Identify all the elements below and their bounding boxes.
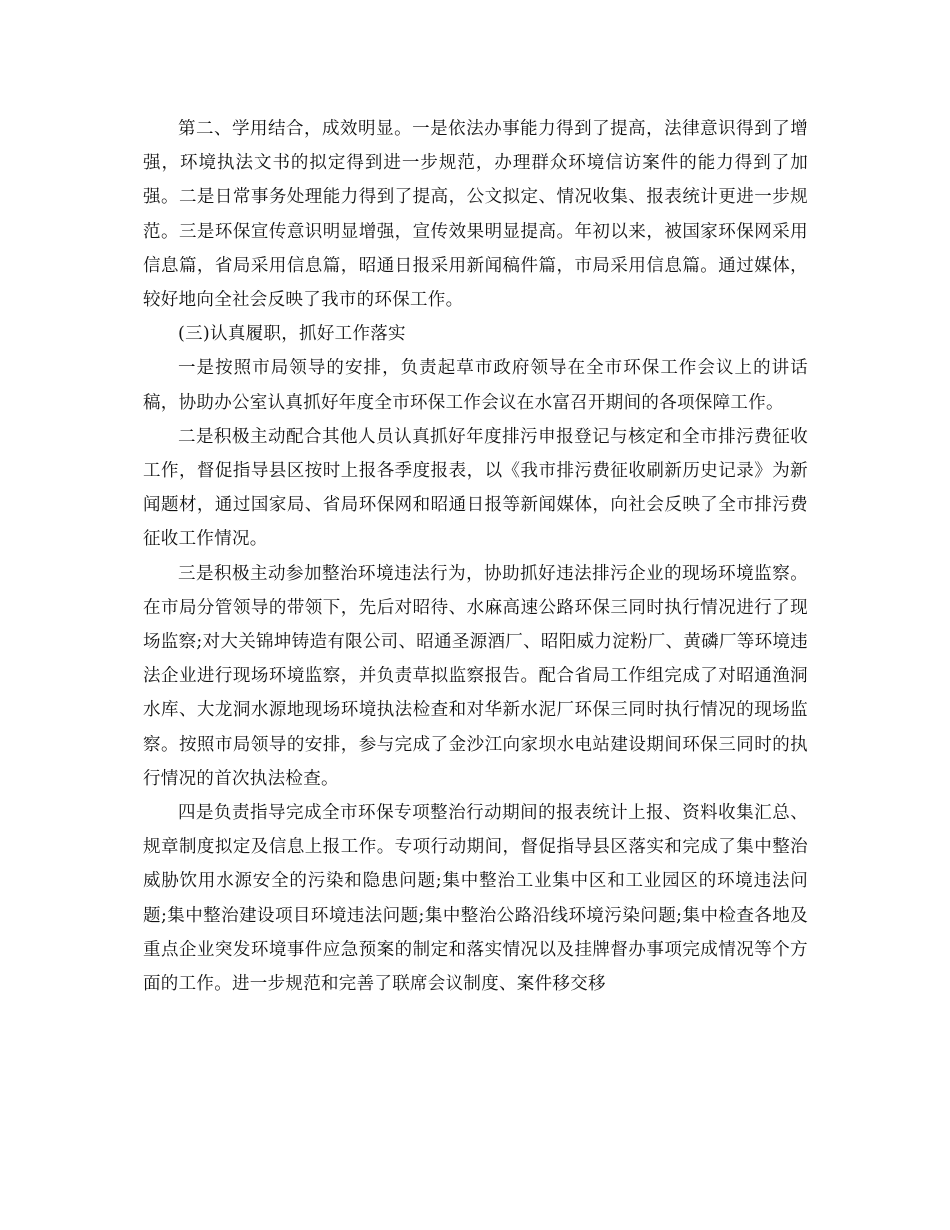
document-body	[143, 112, 808, 1001]
paragraph-pollution-fee: 二是积极主动配合其他人员认真抓好年度排污申报登记与核定和全市排污费征收工作，督促指导县区按时上报各季度报表，以《我市排污费征收刷新历史记录》为新闻题材，通过国家局、省局环保网和昭通日报等新闻媒体，向社会反映了全市排污费征收工作情况。	[143, 426, 808, 550]
paragraph-enforcement: 三是积极主动参加整治环境违法行为，协助抓好违法排污企业的现场环境监察。在市局分管领导的带领下，先后对昭待、水麻高速公路环保三同时执行情况进行了现场监察;对大关锦坤铸造有限公司、昭通圣源酒厂、昭阳威力淀粉厂、黄磷厂等环境违法企业进行现场环境监察，并负责草拟监察报告。配合省局工作组完成了对昭通渔洞水库、大龙洞水源地现场环境执法检查和对华新水泥厂环保三同时执行情况的现场监察。按照市局领导的安排，参与完成了金沙江向家坝水电站建设期间环保三同时的执行情况的首次执法检查。	[143, 563, 808, 789]
paragraph-special-campaign: 四是负责指导完成全市环保专项整治行动期间的报表统计上报、资料收集汇总、规章制度拟定及信息上报工作。专项行动期间，督促指导县区落实和完成了集中整治威胁饮用水源安全的污染和隐患问题;集中整治工业集中区和工业园区的环境违法问题;集中整治建设项目环境违法问题;集中整治公路沿线环境污染问题;集中检查各地及重点企业突发环境事件应急预案的制定和落实情况以及挂牌督办事项完成情况等个方面的工作。进一步规范和完善了联席会议制度、案件移交移	[143, 803, 808, 995]
paragraph-study-results: 第二、学用结合，成效明显。一是依法办事能力得到了提高，法律意识得到了增强，环境执法文书的拟定得到进一步规范，办理群众环境信访案件的能力得到了加强。二是日常事务处理能力得到了提高，公文拟定、情况收集、报表统计更进一步规范。三是环保宣传意识明显增强，宣传效果明显提高。年初以来，被国家环保网采用信息篇，省局采用信息篇，昭通日报采用新闻稿件篇，市局采用信息篇。通过媒体，较好地向全社会反映了我市的环保工作。	[143, 119, 808, 311]
paragraph-speech-draft: 一是按照市局领导的安排，负责起草市政府领导在全市环保工作会议上的讲话稿，协助办公室认真抓好年度全市环保工作会议在水富召开期间的各项保障工作。	[143, 358, 808, 413]
section-heading-duties: (三)认真履职，抓好工作落实	[178, 324, 406, 345]
